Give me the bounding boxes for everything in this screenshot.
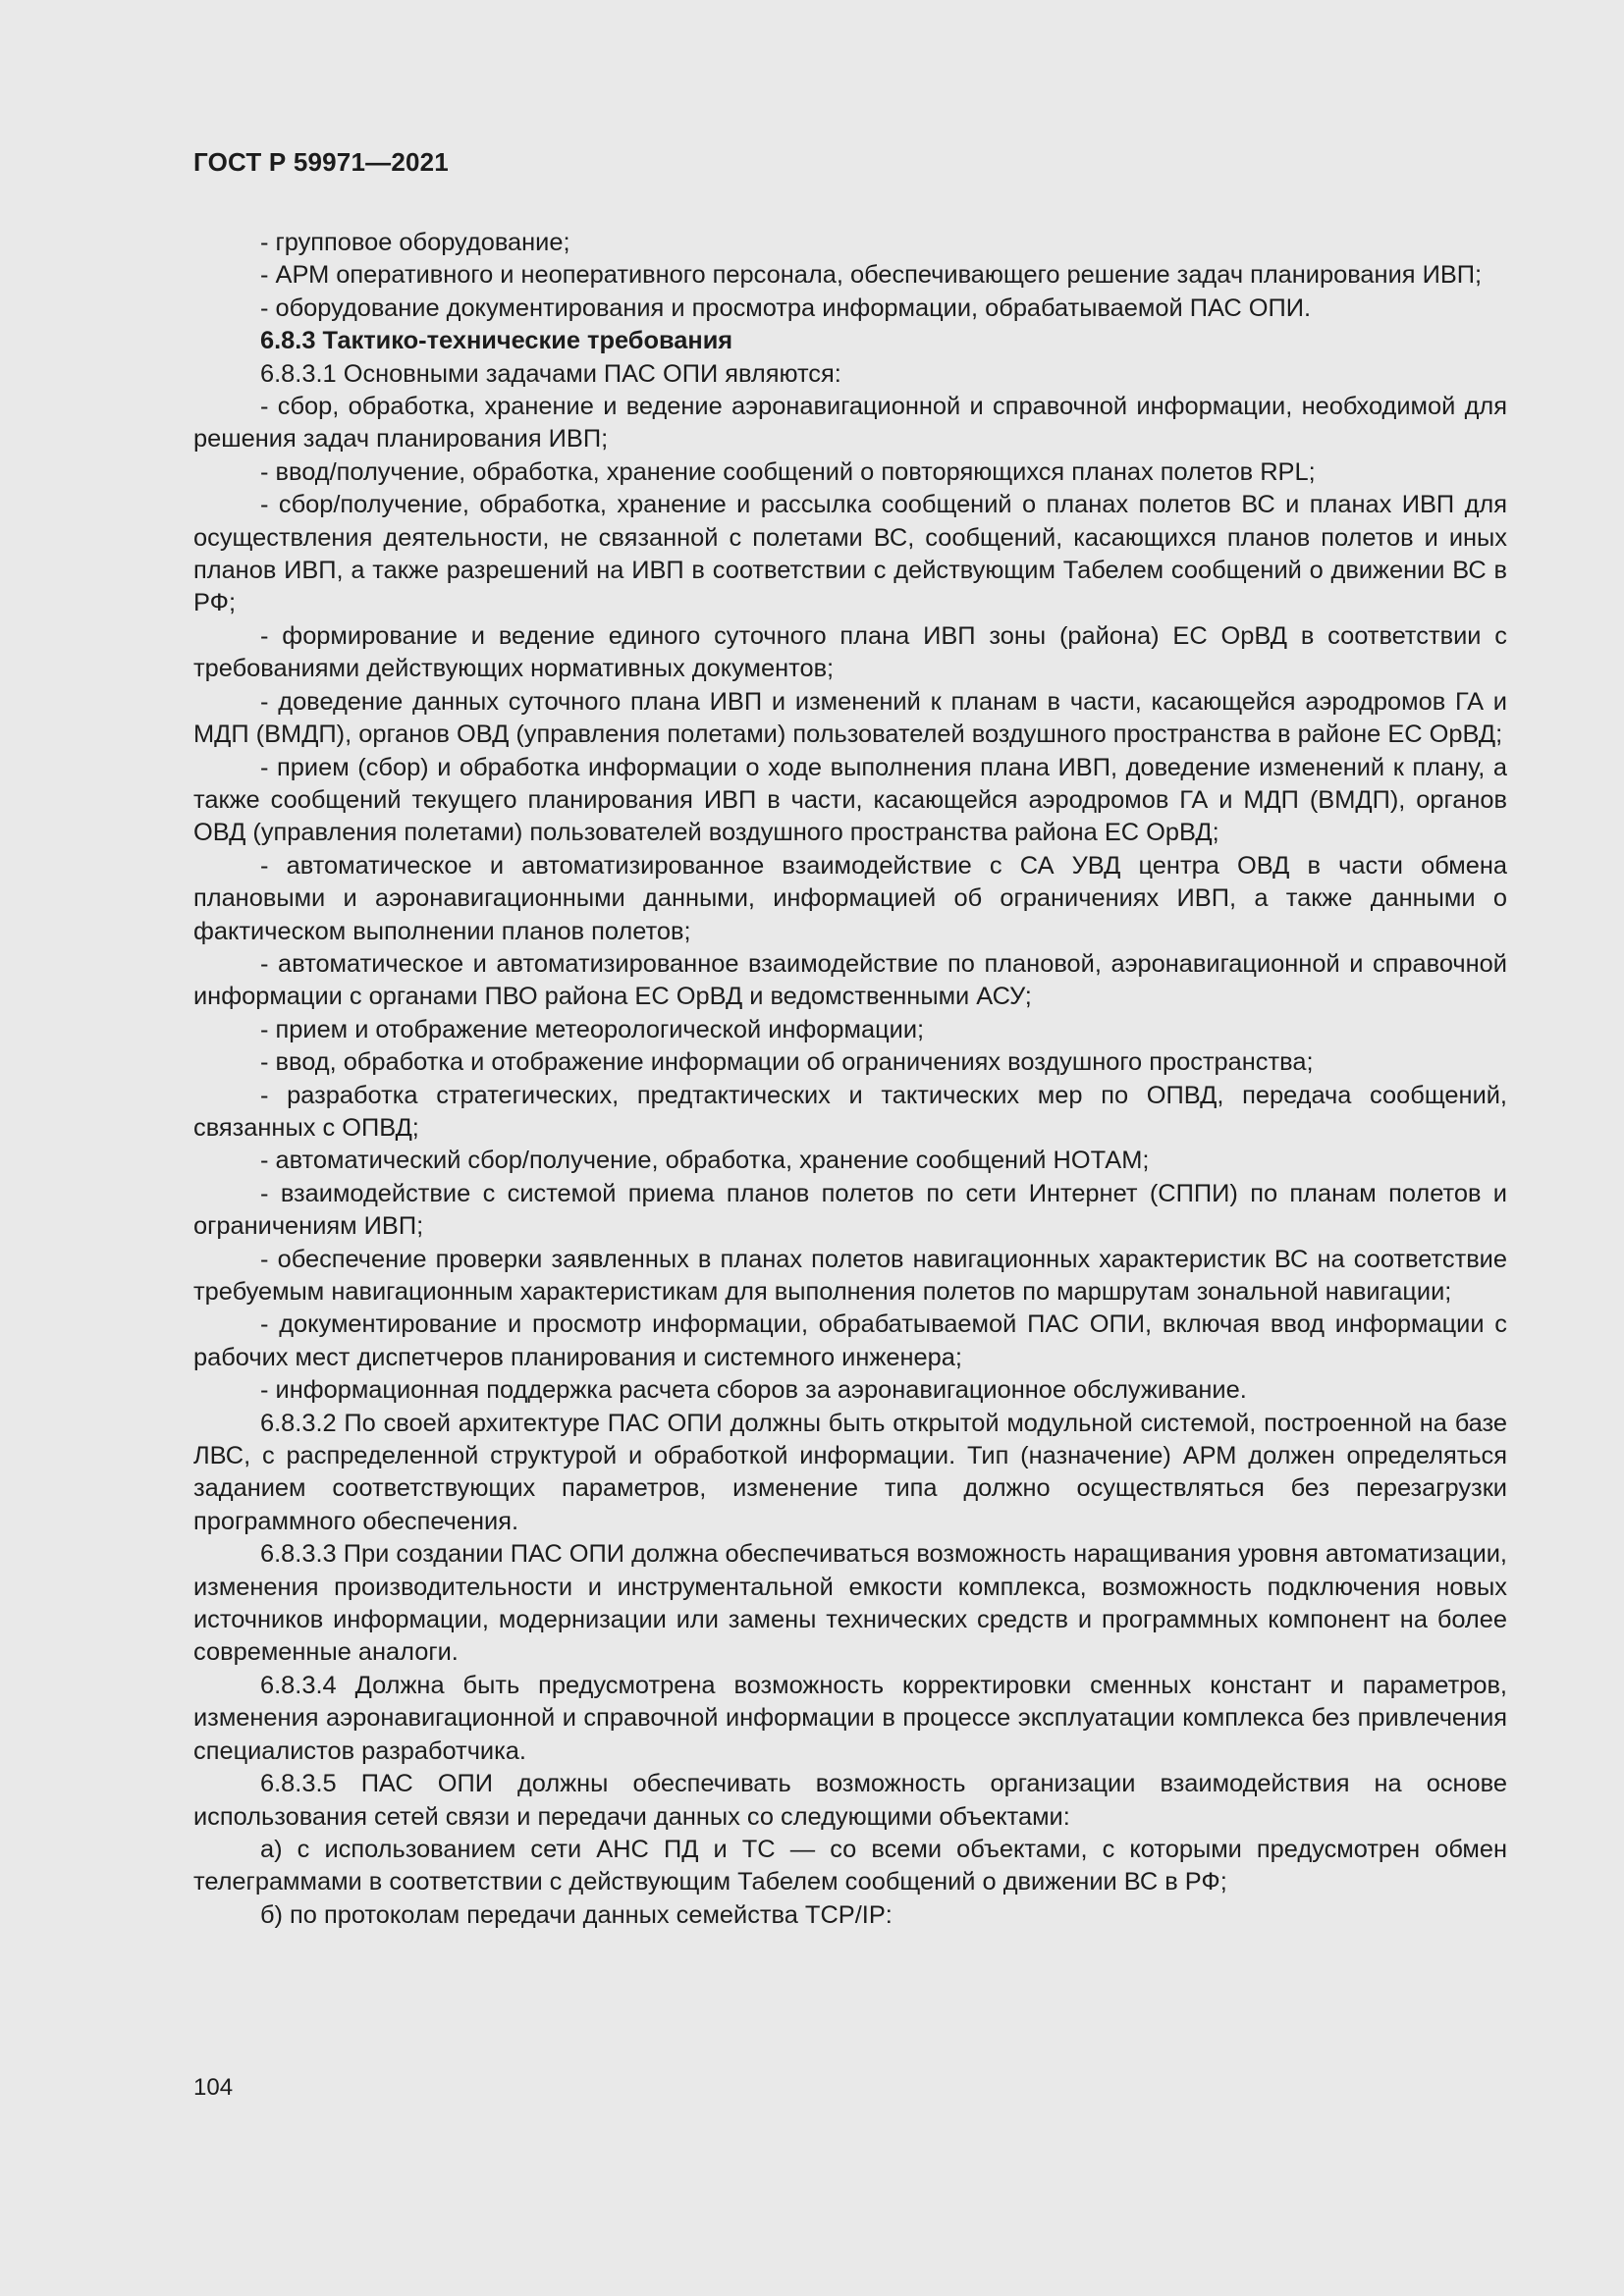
body-paragraph: - ввод, обработка и отображение информации об ограничениях воздушного пространства; [260,1048,1314,1077]
body-paragraph: - прием и отображение метеорологической информации; [260,1015,925,1043]
body-paragraph: - прием (сбор) и обработка информации о ходе выполнения плана ИВП, доведение изменений к плану, а также сообщений текущего планирования ИВП в части, касающейся аэродромов ГА и МДП (ВМДП), органов ОВД (управления полетами) пользователей воздушного пространства района ЕС ОрВД; [193,753,1507,847]
body-paragraph: - оборудование документирования и просмотра информации, обрабатываемой ПАС ОПИ. [260,294,1312,322]
document-header: ГОСТ Р 59971—2021 [193,147,449,177]
body-paragraph: - АРМ оперативного и неоперативного персонала, обеспечивающего решение задач планирования ИВП; [260,261,1483,290]
page-number: 104 [193,2074,234,2101]
body-paragraph: 6.8.3.5 ПАС ОПИ должны обеспечивать возможность организации взаимодействия на основе использования сетей связи и передачи данных со следующими объектами: [193,1770,1507,1831]
body-paragraph: 6.8.3.2 По своей архитектуре ПАС ОПИ должны быть открытой модульной системой, построенной на базе ЛВС, с распределенной структурой и обработкой информации. Тип (назначение) АРМ должен определяться заданием соответствующих параметров, изменение типа должно осуществляться без перезагрузки программного обеспечения. [193,1409,1507,1535]
body-paragraph: а) с использованием сети АНС ПД и ТС — со всеми объектами, с которыми предусмотрен обмен телеграммами в соответствии с действующим Табелем сообщений о движении ВС в РФ; [193,1835,1507,1896]
body-paragraph: б) по протоколам передачи данных семейства TCP/IP: [260,1900,893,1929]
body-paragraph: - доведение данных суточного плана ИВП и изменений к планам в части, касающейся аэродромов ГА и МДП (ВМДП), органов ОВД (управления полетами) пользователей воздушного пространства в районе ЕС ОрВД; [193,687,1507,749]
body-paragraph: - сбор, обработка, хранение и ведение аэронавигационной и справочной информации, необходимой для решения задач планирования ИВП; [193,393,1507,454]
body-paragraph: - автоматическое и автоматизированное взаимодействие с СА УВД центра ОВД в части обмена плановыми и аэронавигационными данными, информацией об ограничениях ИВП, а также данными о фактическом выполнении планов полетов; [193,851,1507,945]
section-heading: 6.8.3 Тактико-технические требования [260,327,733,355]
body-paragraph: - информационная поддержка расчета сборов за аэронавигационное обслуживание. [260,1376,1247,1405]
document-body [193,227,1507,1932]
body-paragraph: - документирование и просмотр информации, обрабатываемой ПАС ОПИ, включая ввод информации с рабочих мест диспетчеров планирования и системного инженера; [193,1310,1507,1371]
body-paragraph: 6.8.3.4 Должна быть предусмотрена возможность корректировки сменных констант и параметров, изменения аэронавигационной и справочной информации в процессе эксплуатации комплекса без привлечения специалистов разработчика. [193,1671,1507,1765]
body-paragraph: - ввод/получение, обработка, хранение сообщений о повторяющихся планах полетов RPL; [260,457,1316,486]
body-paragraph: - формирование и ведение единого суточного плана ИВП зоны (района) ЕС ОрВД в соответствии с требованиями действующих нормативных документов; [193,621,1507,683]
body-paragraph: 6.8.3.3 При создании ПАС ОПИ должна обеспечиваться возможность наращивания уровня автоматизации, изменения производительности и инструментальной емкости комплекса, возможность подключения новых источников информации, модернизации или замены технических средств и программных компонент на более современные аналоги. [193,1540,1507,1667]
body-paragraph: - сбор/получение, обработка, хранение и рассылка сообщений о планах полетов ВС и планах ИВП для осуществления деятельности, не связанной с полетами ВС, сообщений, касающихся планов полетов и иных планов ИВП, а также разрешений на ИВП в соответствии с действующим Табелем сообщений о движении ВС в РФ; [193,491,1507,617]
body-paragraph: - обеспечение проверки заявленных в планах полетов навигационных характеристик ВС на соответствие требуемым навигационным характеристикам для выполнения полетов по маршрутам зональной навигации; [193,1245,1507,1306]
body-paragraph: - автоматический сбор/получение, обработка, хранение сообщений НОТАМ; [260,1147,1150,1175]
body-paragraph: 6.8.3.1 Основными задачами ПАС ОПИ являются: [260,359,841,388]
body-paragraph: - разработка стратегических, предтактических и тактических мер по ОПВД, передача сообщений, связанных с ОПВД; [193,1081,1507,1142]
body-paragraph: - автоматическое и автоматизированное взаимодействие по плановой, аэронавигационной и справочной информации с органами ПВО района ЕС ОрВД и ведомственными АСУ; [193,949,1507,1011]
body-paragraph: - групповое оборудование; [260,229,570,256]
body-paragraph: - взаимодействие с системой приема планов полетов по сети Интернет (СППИ) по планам полетов и ограничениям ИВП; [193,1179,1507,1241]
